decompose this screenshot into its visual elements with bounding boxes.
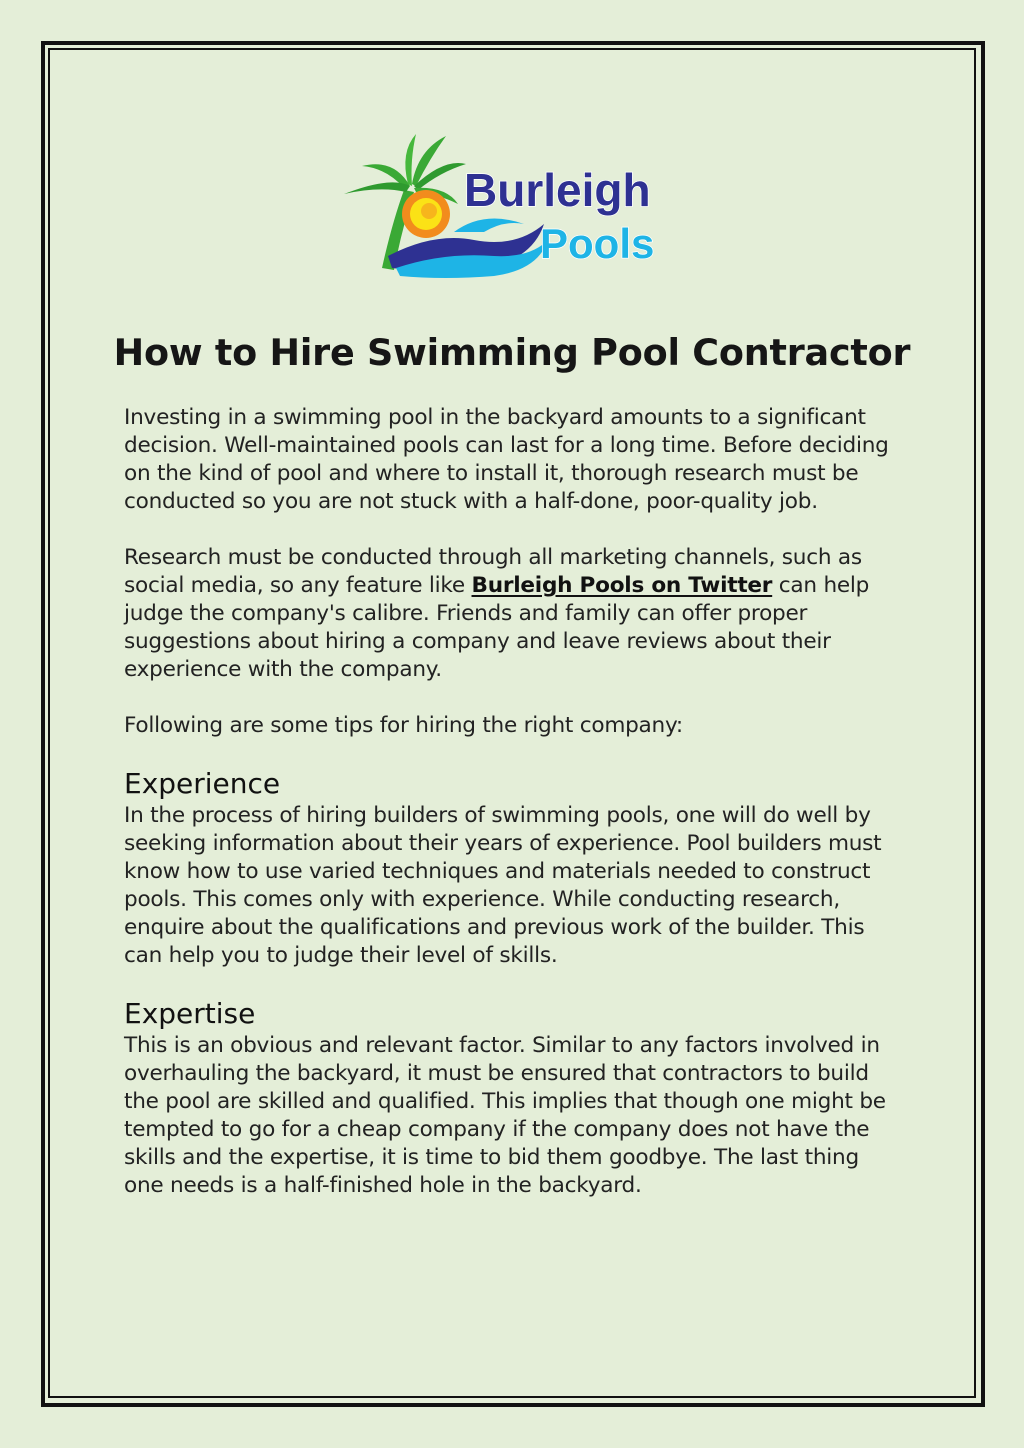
section-heading-expertise: Expertise bbox=[124, 997, 256, 1030]
article-body bbox=[124, 404, 904, 1200]
tips-intro: Following are some tips for hiring the right company: bbox=[124, 713, 683, 738]
page-title: How to Hire Swimming Pool Contractor bbox=[113, 331, 911, 374]
section-body-expertise: This is an obvious and relevant factor. Similar to any factors involved in overhauling the backyard, it must be ensured that contractors to build the pool are skilled and qualified. This implies that though one might be tempted to go for a cheap company if the company does not have the skills and the expertise, it is time to bid them goodbye. The last thing one needs is a half-finished hole in the backyard. bbox=[124, 1033, 886, 1198]
research-paragraph bbox=[124, 544, 904, 684]
section-heading-experience: Experience bbox=[124, 767, 281, 800]
logo-word-pools: Pools bbox=[540, 220, 655, 267]
logo-word-burleigh: Burleigh bbox=[464, 164, 651, 216]
intro-paragraph: Investing in a swimming pool in the backyard amounts to a significant decision. Well-maintained pools can last for a long time. Before deciding on the kind of pool and where to install it, thorough research must be conducted so you are not stuck with a half-done, poor-quality job. bbox=[124, 405, 889, 514]
palm-tree-wave-logo-icon bbox=[334, 128, 690, 280]
section-body-experience: In the process of hiring builders of swimming pools, one will do well by seeking information about their years of experience. Pool builders must know how to use varied techniques and materials needed to construct pools. This comes only with experience. While conducting research, enquire about the qualifications and previous work of the builder. This can help you to judge their level of skills. bbox=[124, 803, 882, 968]
burleigh-pools-logo bbox=[334, 128, 690, 280]
research-text-after: can help judge the company's calibre. Friends and family can offer proper suggestions about hiring a company and leave reviews about their experience with the company. bbox=[124, 573, 870, 682]
research-text-before: Research must be conducted through all marketing channels, such as social media, so any feature like bbox=[124, 545, 862, 598]
burleigh-twitter-link[interactable]: Burleigh Pools on Twitter bbox=[471, 573, 773, 598]
